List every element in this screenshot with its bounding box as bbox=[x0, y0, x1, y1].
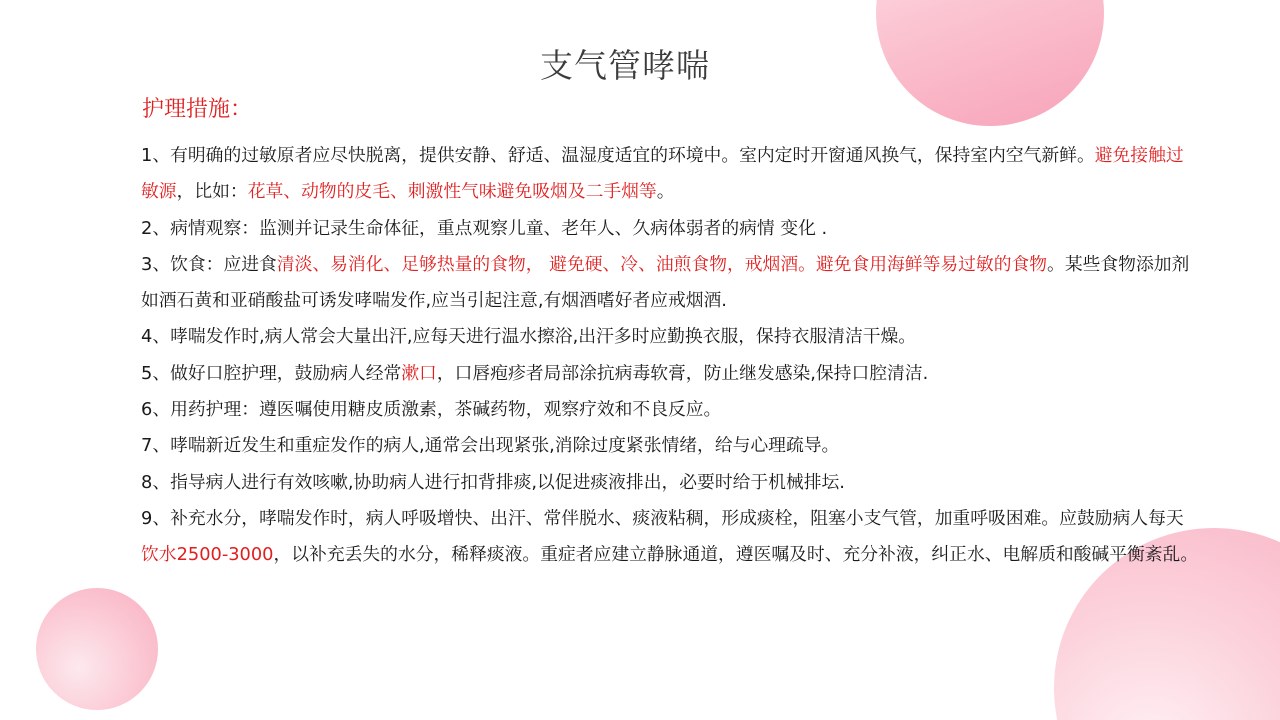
measure-item-2 bbox=[141, 211, 1201, 247]
measure-item-5 bbox=[141, 356, 1201, 392]
body-text: ，比如： bbox=[176, 181, 248, 203]
slide-title: 支气管哮喘 bbox=[540, 46, 710, 85]
body-text: 2、病情观察：监测并记录生命体征，重点观察儿童、老年人、久病体弱者的病情 变化 . bbox=[141, 217, 828, 239]
measure-item-1 bbox=[141, 138, 1201, 211]
section-heading: 护理措施： bbox=[142, 97, 253, 122]
measure-item-7 bbox=[141, 428, 1201, 464]
decorative-pink-circle-bottom-left bbox=[36, 588, 158, 710]
body-text: ，以补充丢失的水分，稀释痰液。重症者应建立静脉通道，遵医嘱及时、充分补液，纠正水、电解质和酸碱平衡紊乱。 bbox=[273, 544, 1199, 566]
measure-item-3 bbox=[141, 247, 1201, 320]
emphasized-text: 清淡、易消化、足够热量的食物， 避免硬、冷、油煎食物，戒烟酒。避免食用海鲜等易过敏的食物 bbox=[276, 253, 1048, 275]
body-text: 5、做好口腔护理，鼓励病人经常 bbox=[141, 362, 402, 384]
body-text: 4、哮喘发作时,病人常会大量出汗,应每天进行温水擦浴,出汗多时应勤换衣服，保持衣服清洁干燥。 bbox=[141, 326, 917, 348]
emphasized-text: 避免接触过敏源 bbox=[141, 145, 1184, 203]
measure-item-9 bbox=[141, 501, 1201, 574]
body-text: 1、有明确的过敏原者应尽快脱离，提供安静、舒适、温湿度适宜的环境中。室内定时开窗通风换气，保持室内空气新鲜。 bbox=[141, 145, 1095, 166]
emphasized-text: 漱口 bbox=[401, 362, 437, 384]
body-text: 6、用药护理：遵医嘱使用糖皮质激素，茶碱药物，观察疗效和不良反应。 bbox=[141, 399, 722, 421]
measure-item-4 bbox=[141, 319, 1201, 355]
body-text: 7、哮喘新近发生和重症发作的病人,通常会出现紧张,消除过度紧张情绪，给与心理疏导。 bbox=[141, 435, 840, 457]
measure-item-8 bbox=[141, 465, 1201, 501]
body-text: 。 bbox=[656, 181, 675, 203]
body-text: 3、饮食：应进食 bbox=[141, 253, 277, 275]
emphasized-text: 饮水2500-3000 bbox=[141, 544, 274, 566]
measure-item-6 bbox=[141, 392, 1201, 428]
body-text: 9、补充水分，哮喘发作时，病人呼吸增快、出汗、常伴脱水、痰液粘稠，形成痰栓，阻塞小支气管，加重呼吸困难。应鼓励病人每天 bbox=[141, 507, 1184, 529]
emphasized-text: 花草、动物的皮毛、刺激性气味避免吸烟及二手烟等 bbox=[247, 181, 657, 203]
body-text: 8、指导病人进行有效咳嗽,协助病人进行扣背排痰,以促进痰液排出，必要时给于机械排坛. bbox=[141, 471, 845, 493]
nursing-measures-list bbox=[141, 138, 1201, 574]
body-text: 。某些食物添加剂如酒石黄和亚硝酸盐可诱发哮喘发作,应当引起注意,有烟酒嗜好者应戒烟酒. bbox=[141, 253, 1190, 312]
body-text: ，口唇疱疹者局部涂抗病毒软膏，防止继发感染,保持口腔清洁. bbox=[436, 362, 929, 384]
